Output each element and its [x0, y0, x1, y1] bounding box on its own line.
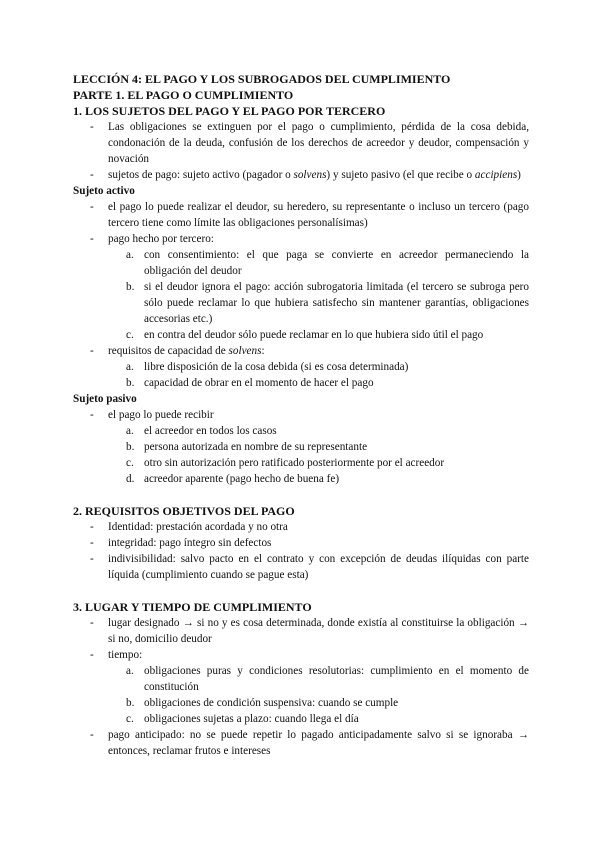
section-3-heading: 3. LUGAR Y TIEMPO DE CUMPLIMIENTO: [73, 600, 312, 614]
part-title: PARTE 1. EL PAGO O CUMPLIMIENTO: [73, 88, 294, 102]
sub-list-item: c. otro sin autorización pero ratificado posteriormente por el acreedor: [126, 457, 445, 469]
sub-list-item: a. el acreedor en todos los casos: [126, 425, 277, 437]
list-item: - pago hecho por tercero:: [90, 233, 214, 245]
subheading-sujeto-pasivo: Sujeto pasivo: [73, 393, 137, 405]
list-item: - pago anticipado: no se puede repetir lo pagado anticipadamente salvo si se ignoraba → entonces, reclamar frutos e intereses: [90, 729, 529, 757]
dash-marker: -: [90, 345, 94, 357]
dash-marker: -: [90, 649, 94, 661]
subheading-sujeto-activo: Sujeto activo: [73, 185, 135, 197]
list-item: - lugar designado → si no y es cosa determinada, donde existía al constituirse la obligación → si no, domicilio deudor: [90, 617, 529, 645]
dash-marker: -: [90, 201, 94, 213]
sub-list-item: b. capacidad de obrar en el momento de hacer el pago: [126, 377, 374, 389]
lesson-title: LECCIÓN 4: EL PAGO Y LOS SUBROGADOS DEL CUMPLIMIENTO: [73, 72, 451, 86]
dash-marker: -: [90, 521, 94, 533]
list-item: - Las obligaciones se extinguen por el pago o cumplimiento, pérdida de la cosa debida, condonación de la deuda, confusión de los derechos de acreedor y deudor, compensación y novación: [90, 121, 529, 165]
sub-list-item: b. obligaciones de condición suspensiva: cuando se cumple: [126, 697, 399, 709]
section-2-heading: 2. REQUISITOS OBJETIVOS DEL PAGO: [73, 504, 295, 518]
sub-list-item: a. libre disposición de la cosa debida (si es cosa determinada): [126, 361, 409, 373]
sub-list-item: a. con consentimiento: el que paga se convierte en acreedor permaneciendo la obligación del deudor: [126, 249, 529, 277]
document-page: [73, 71, 529, 759]
list-item: - el pago lo puede recibir: [90, 409, 214, 421]
spacer: [73, 487, 529, 503]
list-item: - sujetos de pago: sujeto activo (pagador o solvens) y sujeto pasivo (el que recibe o accipiens): [90, 169, 521, 181]
list-item: - el pago lo puede realizar el deudor, su heredero, su representante o incluso un tercero (pago tercero tiene como límite las obligaciones personalísimas): [90, 201, 529, 229]
list-item: - requisitos de capacidad de solvens:: [90, 345, 265, 357]
dash-marker: -: [90, 537, 94, 549]
dash-marker: -: [90, 233, 94, 245]
sub-list-item: b. si el deudor ignora el pago: acción subrogatoria limitada (el tercero se subroga pero sólo puede reclamar lo que hubiera satisfecho sin mantener garantías, obligaciones accesorias etc.): [126, 281, 529, 325]
dash-marker: -: [90, 729, 94, 741]
section-1-heading: 1. LOS SUJETOS DEL PAGO Y EL PAGO POR TERCERO: [73, 104, 386, 118]
list-item: - integridad: pago íntegro sin defectos: [90, 537, 272, 549]
dash-marker: -: [90, 169, 94, 181]
spacer: [73, 583, 529, 599]
sub-list-item: c. obligaciones sujetas a plazo: cuando llega el día: [126, 713, 359, 725]
dash-marker: -: [90, 617, 94, 629]
dash-marker: -: [90, 409, 94, 421]
sub-list-item: b. persona autorizada en nombre de su representante: [126, 441, 368, 453]
sub-list-item: a. obligaciones puras y condiciones resolutorias: cumplimiento en el momento de constitución: [126, 665, 529, 693]
dash-marker: -: [90, 553, 94, 565]
list-item: - indivisibilidad: salvo pacto en el contrato y con excepción de deudas ilíquidas con parte líquida (cumplimiento cuando se pague esta): [90, 553, 529, 581]
sub-list-item: d. acreedor aparente (pago hecho de buena fe): [126, 473, 340, 485]
list-item: - tiempo:: [90, 649, 143, 661]
sub-list-item: c. en contra del deudor sólo puede reclamar en lo que hubiera sido útil el pago: [126, 329, 484, 341]
list-item: - Identidad: prestación acordada y no otra: [90, 521, 288, 533]
dash-marker: -: [90, 121, 94, 133]
